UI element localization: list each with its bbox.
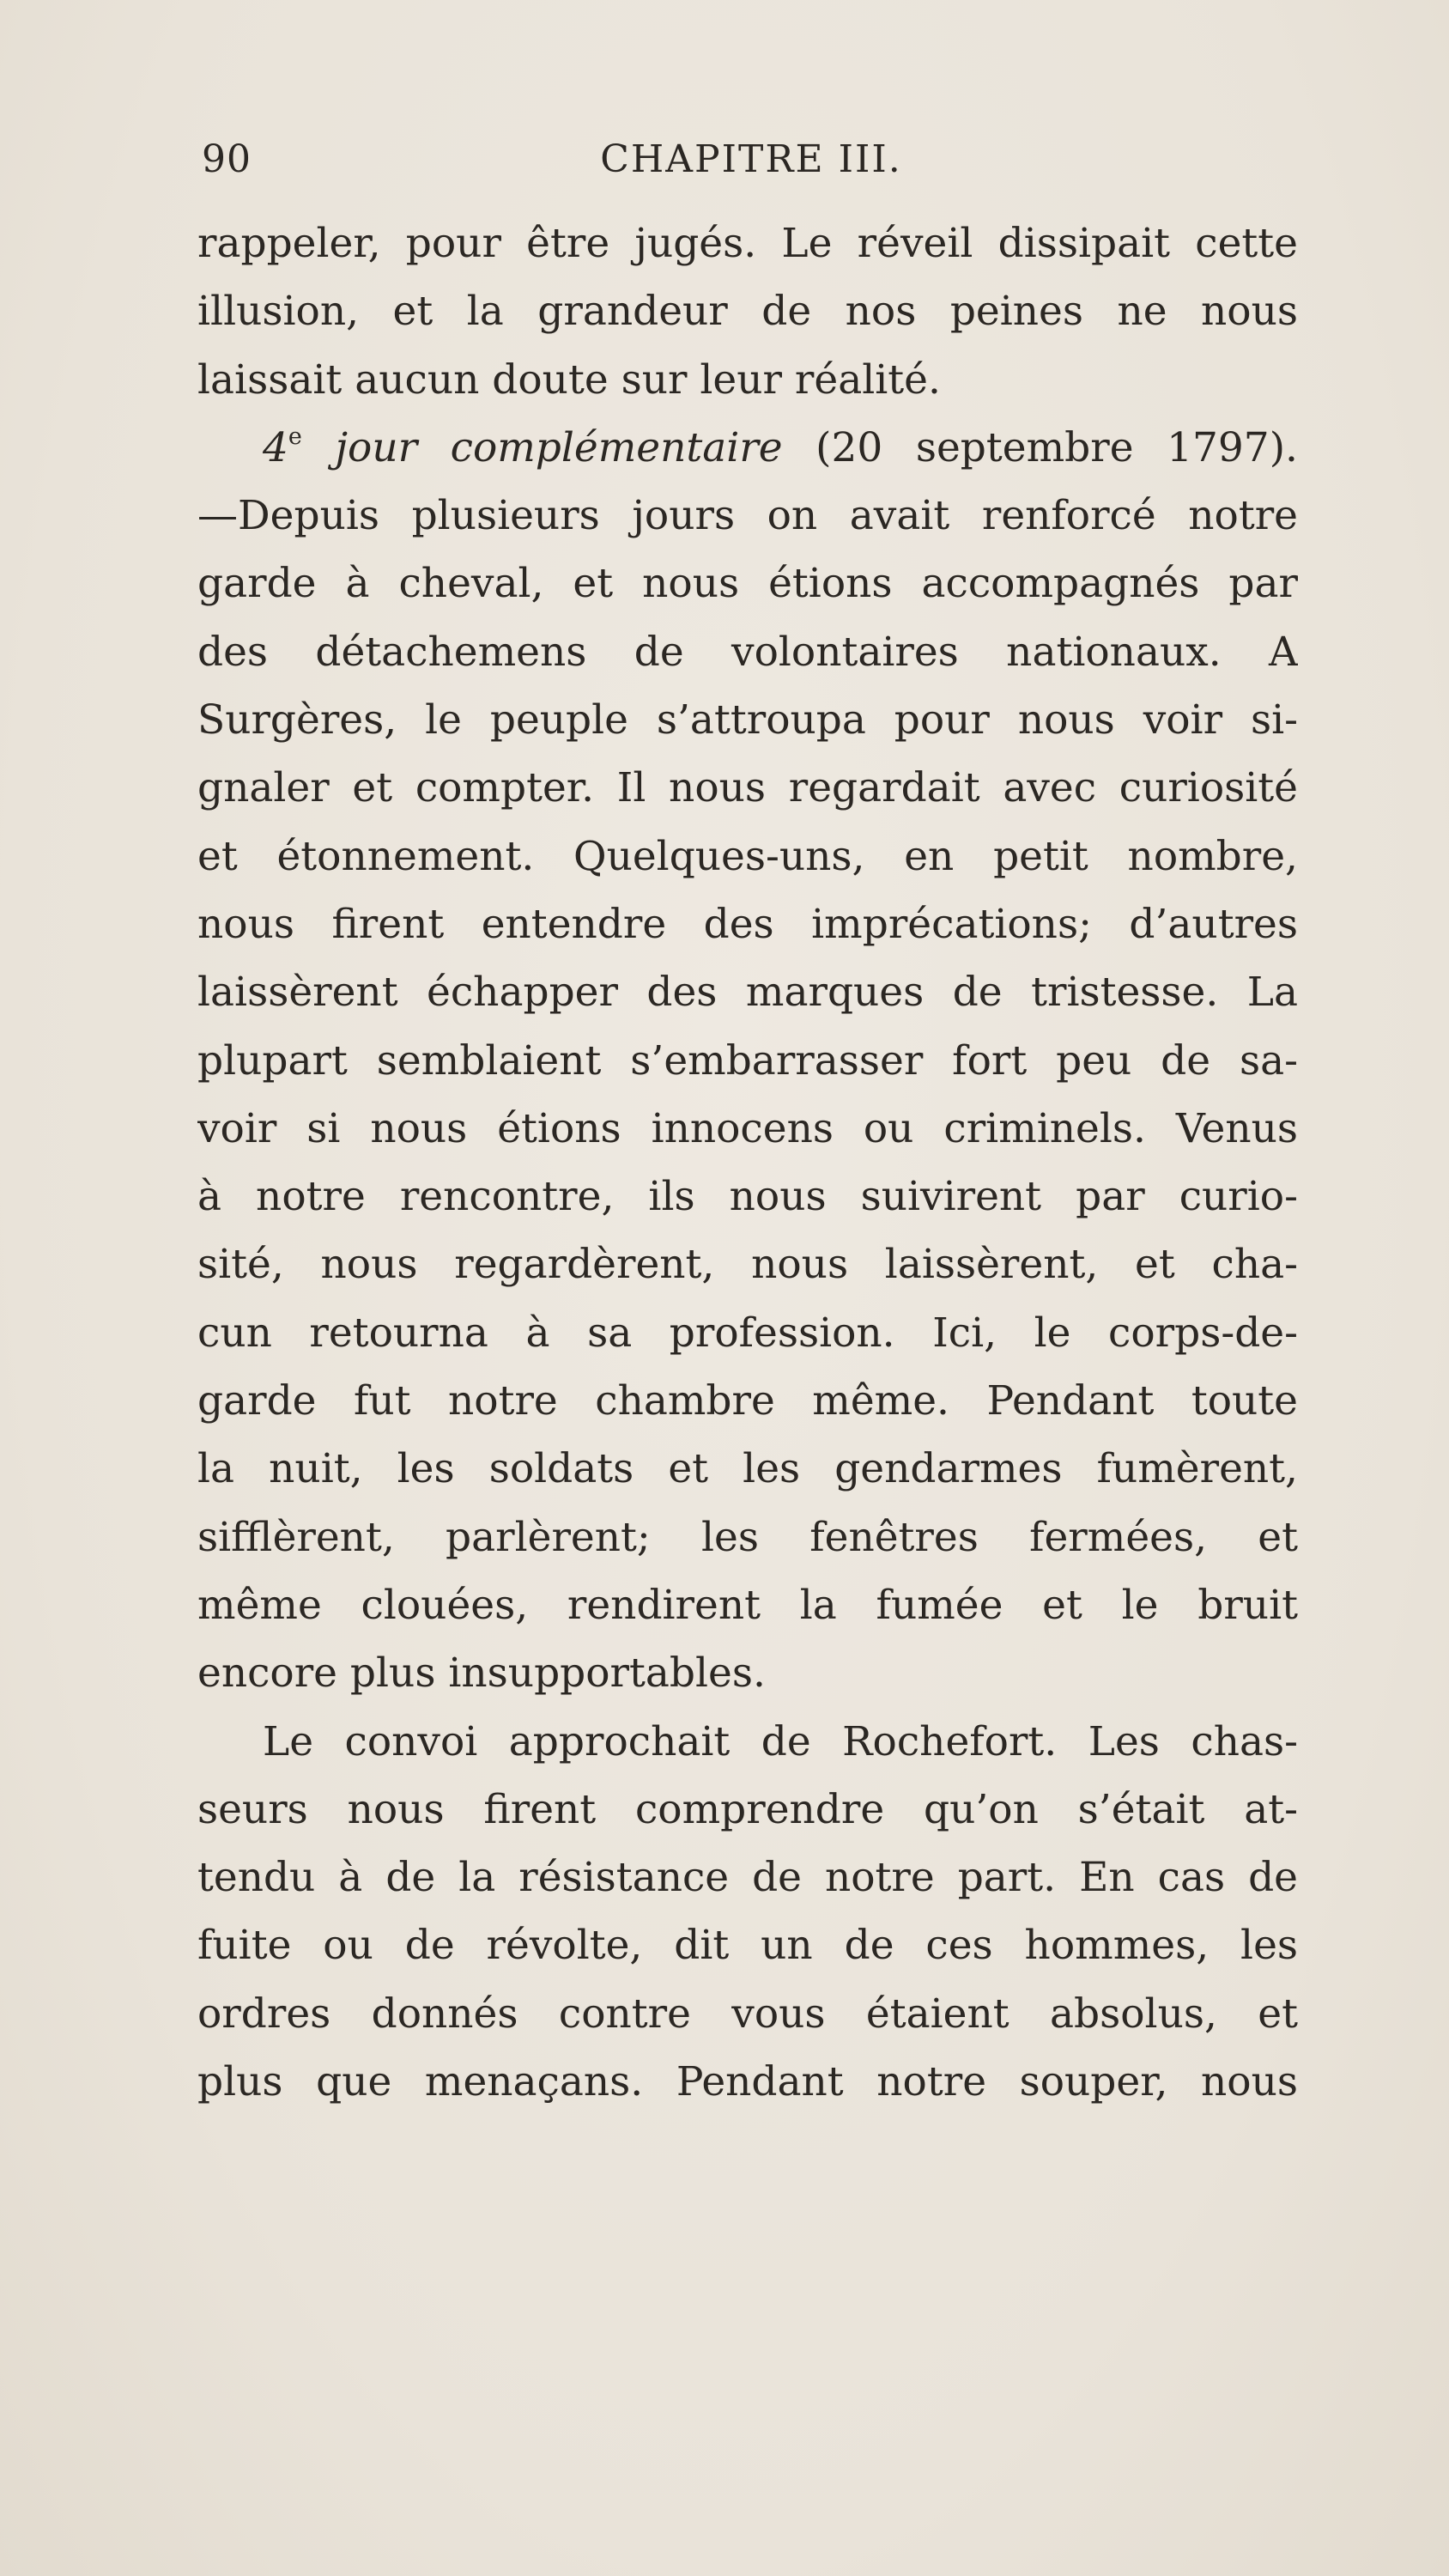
page-number: 90 — [202, 137, 252, 181]
text-line: voir si nous étions innocens ou criminels. Venus — [197, 1104, 1298, 1152]
text-line: cun retourna à sa profession. Ici, le corps-de- — [197, 1309, 1298, 1357]
date-heading-label: jour complémentaire — [335, 423, 783, 471]
text-line: laissèrent échapper des marques de tristesse. La — [197, 969, 1298, 1017]
text-line: la nuit, les soldats et les gendarmes fumèrent, — [197, 1445, 1298, 1493]
text-line: plus que menaçans. Pendant notre souper, nous — [197, 2058, 1298, 2106]
date-heading-day: 4 — [263, 423, 288, 471]
text-line: des détachemens de volontaires nationaux. A — [197, 628, 1298, 676]
text-line: plupart semblaient s’embarrasser fort peu de sa- — [197, 1036, 1298, 1084]
text-line: nous firent entendre des imprécations; d’autres — [197, 900, 1298, 948]
text-line: ordres donnés contre vous étaient absolus, et — [197, 1990, 1298, 2038]
running-head: CHAPITRE III. — [600, 137, 902, 181]
text-line: gnaler et compter. Il nous regardait avec curiosité — [197, 764, 1298, 812]
text-line: et étonnement. Quelques-uns, en petit nombre, — [197, 832, 1298, 880]
text-line: tendu à de la résistance de notre part. En cas de — [197, 1854, 1298, 1902]
text-line: illusion, et la grandeur de nos peines ne nous — [197, 288, 1298, 336]
text-line: —Depuis plusieurs jours on avait renforcé notre — [197, 492, 1298, 540]
page-header — [202, 137, 1300, 189]
date-heading-line — [197, 414, 1298, 482]
text-line: même clouées, rendirent la fumée et le bruit — [197, 1581, 1298, 1629]
text-line: à notre rencontre, ils nous suivirent par curio- — [197, 1173, 1298, 1221]
text-line: sité, nous regardèrent, nous laissèrent, et cha- — [197, 1241, 1298, 1289]
text-line: Surgères, le peuple s’attroupa pour nous voir si- — [197, 696, 1298, 744]
text-line: seurs nous firent comprendre qu’on s’était at- — [197, 1785, 1298, 1833]
text-line: fuite ou de révolte, dit un de ces hommes, les — [197, 1922, 1298, 1970]
text-line: Le convoi approchait de Rochefort. Les chas- — [263, 1717, 1298, 1765]
text-line: garde à cheval, et nous étions accompagnés par — [197, 560, 1298, 608]
text-line: encore plus insupportables. — [197, 1649, 766, 1698]
date-heading-day-suffix: e — [288, 422, 302, 450]
text-line: sifflèrent, parlèrent; les fenêtres fermées, et — [197, 1513, 1298, 1561]
date-heading-date: (20 septembre 1797). — [815, 423, 1298, 471]
body-text — [197, 210, 1298, 2116]
text-line: rappeler, pour être jugés. Le réveil dissipait cette — [197, 220, 1298, 267]
text-line: garde fut notre chambre même. Pendant toute — [197, 1377, 1298, 1425]
text-line: laissait aucun doute sur leur réalité. — [197, 355, 941, 404]
